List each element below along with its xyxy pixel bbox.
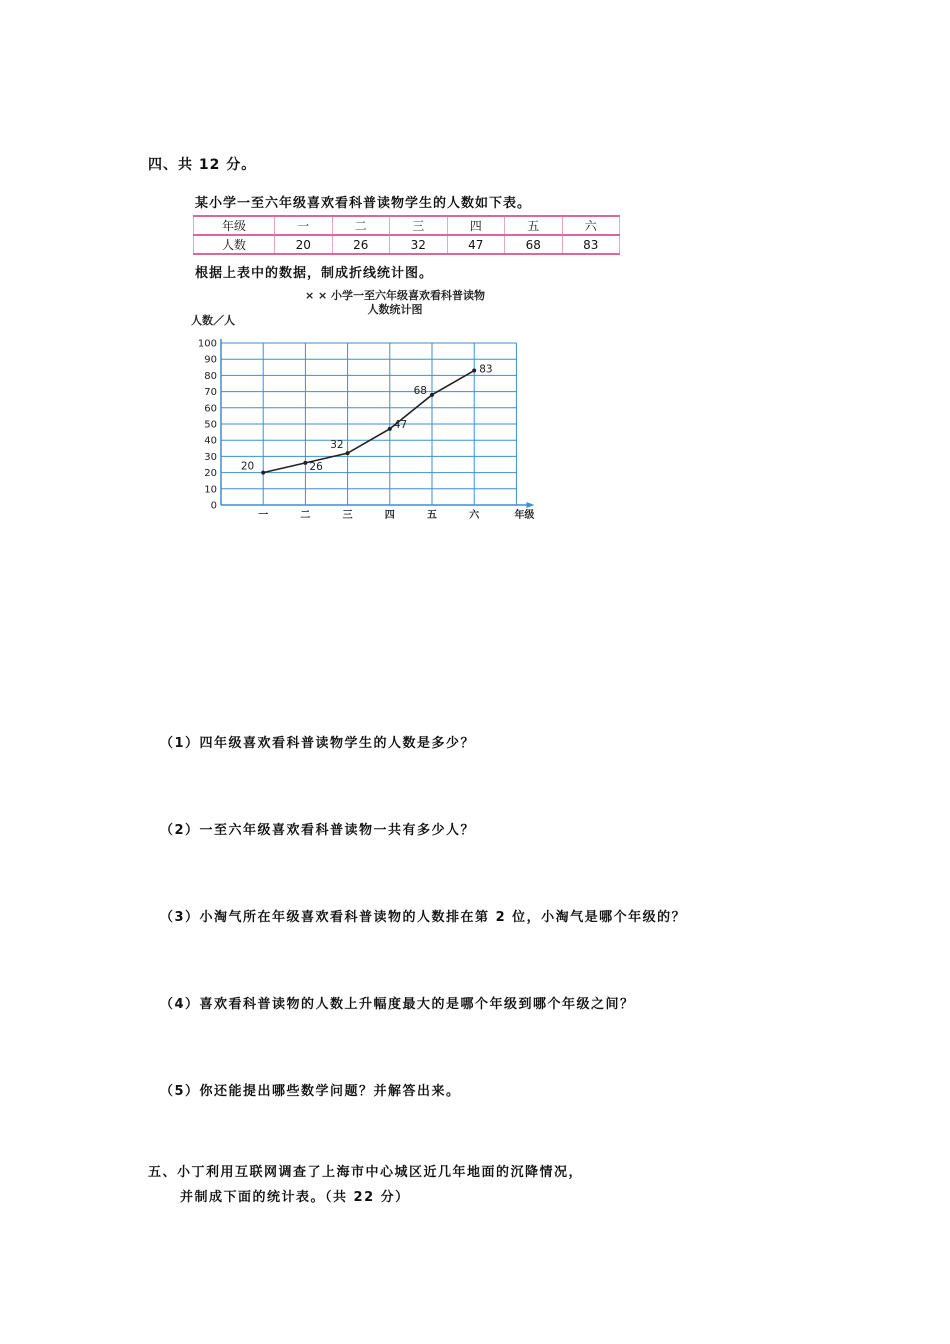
- chart-marks: [241, 364, 493, 475]
- line-chart: [185, 285, 565, 525]
- table-cell-count: 26: [332, 235, 390, 254]
- x-tick-label: 三: [342, 510, 353, 521]
- table-cell-grade: 一: [275, 216, 333, 235]
- y-tick-label: 100: [197, 338, 217, 350]
- table-cell-grade: 五: [505, 216, 563, 235]
- data-point: [261, 471, 265, 475]
- y-tick-label: 80: [204, 370, 217, 382]
- data-point: [430, 393, 434, 397]
- x-tick-label: 四: [384, 510, 395, 521]
- data-point: [346, 451, 350, 455]
- y-tick-label: 20: [204, 468, 217, 480]
- x-axis-label: 年级: [514, 510, 535, 521]
- data-label: 47: [393, 418, 408, 431]
- data-table: [193, 215, 620, 255]
- y-tick-label: 40: [204, 435, 217, 447]
- section5-line1: 五、小丁利用互联网调查了上海市中心城区近几年地面的沉降情况，: [148, 1165, 584, 1180]
- table-header-grade: 年级: [194, 216, 275, 235]
- series-line: [263, 371, 474, 473]
- x-tick-label: 六: [469, 510, 480, 521]
- table-cell-grade: 三: [390, 216, 448, 235]
- chart-title-line1: × × 小学一至六年级喜欢看科普读物: [304, 289, 486, 302]
- table-cell-grade: 二: [332, 216, 390, 235]
- data-point: [303, 461, 307, 465]
- y-tick-label: 90: [204, 354, 217, 366]
- x-axis-arrow-icon: [526, 502, 534, 508]
- table-cell-count: 32: [390, 235, 448, 254]
- y-tick-label: 70: [204, 387, 217, 399]
- x-tick-label: 五: [427, 510, 437, 521]
- table-cell-count: 68: [505, 235, 563, 254]
- y-tick-label: 10: [204, 484, 217, 496]
- chart-instruction: 根据上表中的数据，制成折线统计图。: [195, 266, 434, 281]
- question-1: （1）四年级喜欢看科普读物学生的人数是多少？: [160, 736, 476, 751]
- question-3: （3）小淘气所在年级喜欢看科普读物的人数排在第 2 位，小淘气是哪个年级的？: [160, 910, 687, 925]
- question-2: （2）一至六年级喜欢看科普读物一共有多少人？: [160, 823, 476, 838]
- data-label: 68: [413, 384, 427, 397]
- y-tick-label: 0: [210, 500, 217, 512]
- y-tick-label: 60: [204, 403, 217, 415]
- question-5: （5）你还能提出哪些数学问题？并解答出来。: [160, 1084, 461, 1099]
- section5-line2: 并制成下面的统计表。（共 22 分）: [180, 1190, 410, 1205]
- table-row-grade: [194, 216, 620, 235]
- data-label: 83: [479, 363, 493, 376]
- table-intro: 某小学一至六年级喜欢看科普读物学生的人数如下表。: [195, 196, 532, 211]
- table-cell-count: 47: [447, 235, 505, 254]
- y-tick-label: 50: [204, 419, 217, 431]
- question-4: （4）喜欢看科普读物的人数上升幅度最大的是哪个年级到哪个年级之间？: [160, 997, 635, 1012]
- table-cell-grade: 六: [562, 216, 620, 235]
- table-cell-count: 20: [275, 235, 333, 254]
- data-point: [472, 369, 476, 373]
- chart-grid: [221, 343, 516, 505]
- table-header-count: 人数: [194, 235, 275, 254]
- data-label: 20: [240, 460, 255, 473]
- chart-ylabel: 人数／人: [191, 314, 235, 327]
- data-label: 26: [309, 460, 323, 473]
- data-label: 32: [330, 439, 344, 452]
- table-cell-grade: 四: [447, 216, 505, 235]
- table-row-count: [194, 235, 620, 254]
- data-point: [388, 427, 392, 431]
- table-cell-count: 83: [562, 235, 620, 254]
- y-tick-label: 30: [204, 451, 217, 463]
- x-tick-label: 二: [300, 510, 311, 521]
- section4-heading: 四、共 12 分。: [148, 157, 257, 173]
- chart-title-line2: 人数统计图: [367, 303, 423, 316]
- x-tick-label: 一: [258, 510, 269, 521]
